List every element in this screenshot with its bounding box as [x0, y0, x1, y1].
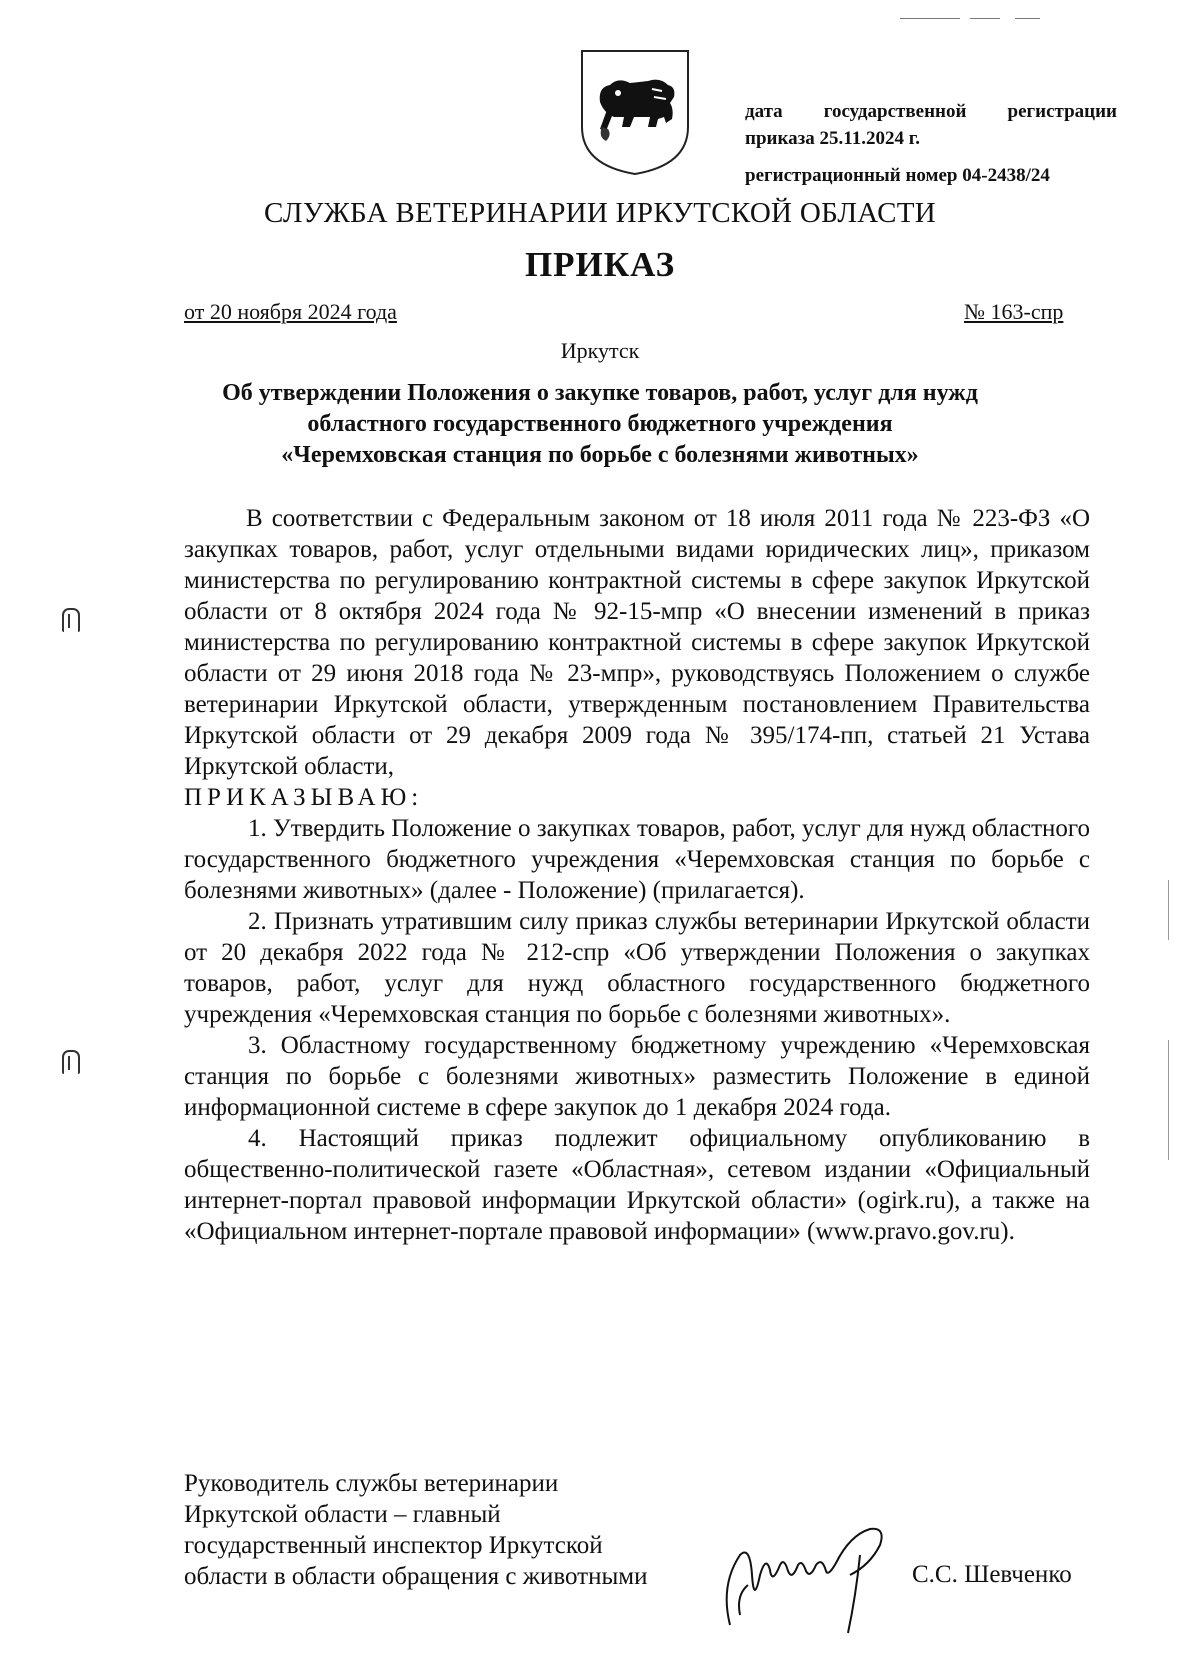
- signer-position: [184, 1468, 647, 1592]
- scan-artifact-top-3: [1015, 18, 1040, 19]
- registration-date-label: дата государственной регистрации: [745, 101, 1117, 122]
- signer-line: Иркутской области – главный: [184, 1501, 501, 1528]
- signer-line: области в области обращения с животными: [184, 1563, 648, 1590]
- signer-line: государственный инспектор Иркутской: [184, 1532, 603, 1559]
- signer-name: С.С. Шевченко: [912, 1561, 1072, 1588]
- scan-edge-line: [1168, 880, 1169, 940]
- organization-name: СЛУЖБА ВЕТЕРИНАРИИ ИРКУТСКОЙ ОБЛАСТИ: [264, 197, 936, 229]
- coat-of-arms-icon: [578, 47, 692, 177]
- order-item-1: 1. Утвердить Положение о закупках товаров, работ, услуг для нужд областного государственного бюджетного учреждения «Черемховская станция по борьбе с болезнями животных» (далее - Положение) (прилагается).: [184, 815, 1090, 904]
- title-line: областного государственного бюджетного учреждения: [307, 411, 893, 437]
- punch-hole-mark-upper: [62, 608, 80, 632]
- document-type: ПРИКАЗ: [524, 245, 676, 284]
- signer-line: Руководитель службы ветеринарии: [184, 1470, 559, 1497]
- order-word: ПРИКАЗЫВАЮ:: [184, 784, 424, 811]
- order-item-3: 3. Областному государственному бюджетному учреждению «Черемховская станция по борьбе с болезнями животных» разместить Положение в единой информационной системе в сфере закупок до 1 декабря 2024 года.: [184, 1032, 1090, 1121]
- punch-hole-mark-lower: [62, 1050, 80, 1074]
- document-date: от 20 ноября 2024 года: [184, 299, 397, 324]
- signature-icon: [710, 1515, 905, 1635]
- order-item-4: 4. Настоящий приказ подлежит официальному опубликованию в общественно-политической газете «Областная», сетевом издании «Официальный интернет-портал правовой информации Иркутской области» (ogirk.ru), а также на «Официальном интернет-портале правовой информации» (www.pravo.gov.ru).: [184, 1125, 1090, 1245]
- title-line: «Черемховская станция по борьбе с болезнями животных»: [281, 442, 919, 468]
- scan-artifact-top-2: [970, 18, 1000, 19]
- scan-artifact-top: [900, 18, 960, 19]
- registration-block: [745, 98, 1117, 189]
- document-body: [184, 503, 1090, 1247]
- document-number: № 163-спр: [964, 299, 1064, 324]
- registration-date: приказа 25.11.2024 г.: [745, 128, 920, 149]
- document-city: Иркутск: [560, 338, 640, 363]
- document-title: [150, 378, 1050, 471]
- scan-edge-line-2: [1168, 1040, 1169, 1160]
- order-item-2: 2. Признать утратившим силу приказ службы ветеринарии Иркутской области от 20 декабря 2022 года № 212-спр «Об утверждении Положения о закупках товаров, работ, услуг для нужд областного государственного бюджетного учреждения «Черемховская станция по борьбе с болезнями животных».: [184, 908, 1090, 1028]
- registration-number: регистрационный номер 04-2438/24: [745, 165, 1050, 186]
- title-line: Об утверждении Положения о закупке товаров, работ, услуг для нужд: [222, 380, 978, 406]
- preamble-paragraph: В соответствии с Федеральным законом от 18 июля 2011 года № 223-ФЗ «О закупках товаров, работ, услуг отдельными видами юридических лиц», приказом министерства по регулированию контрактной системы в сфере закупок Иркутской области от 8 октября 2024 года № 92-15-мпр «О внесении изменений в приказ министерства по регулированию контрактной системы в сфере закупок Иркутской области от 29 июня 2018 года № 23-мпр», руководствуясь Положением о службе ветеринарии Иркутской области, утвержденным постановлением Правительства Иркутской области от 29 декабря 2009 года № 395/174-пп, статьей 21 Устава Иркутской области,: [184, 505, 1090, 780]
